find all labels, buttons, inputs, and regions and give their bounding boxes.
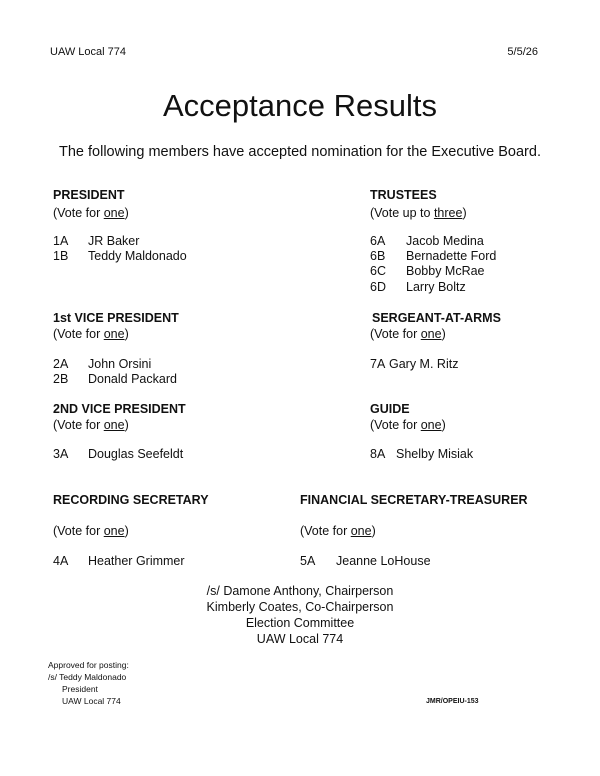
candidate-row: 2B Donald Packard [53,372,177,386]
office-title-sergeant-at-arms: SERGEANT-AT-ARMS [372,311,501,325]
office-title-guide: GUIDE [370,402,410,416]
candidate-row: 5A Jeanne LoHouse [300,554,431,568]
office-title-financial-secretary-treasurer: FINANCIAL SECRETARY-TREASURER [300,493,528,507]
candidate-row: 1B Teddy Maldonado [53,249,187,263]
approval-line: President [62,684,98,694]
office-title-trustees: TRUSTEES [370,188,437,202]
signature-line: Election Committee [245,616,355,630]
vote-instruction-trustees: (Vote up to three) [370,206,467,220]
signature-line: UAW Local 774 [256,632,344,646]
candidate-row: 2A John Orsini [53,357,152,371]
office-title-president: PRESIDENT [53,188,125,202]
candidate-row: 6D Larry Boltz [370,280,466,294]
approval-line: Approved for posting: [48,660,129,670]
candidate-row: 7A Gary M. Ritz [370,357,459,371]
intro-text: The following members have accepted nomination for the Executive Board. [59,144,541,160]
candidate-row: 6B Bernadette Ford [370,249,497,263]
vote-instruction-sergeant-at-arms: (Vote for one) [370,327,446,341]
candidate-row: 6C Bobby McRae [370,264,485,278]
vote-instruction-guide: (Vote for one) [370,418,446,432]
header-date: 5/5/26 [507,46,538,58]
approval-line: UAW Local 774 [62,696,121,706]
candidate-row: 4A Heather Grimmer [53,554,185,568]
reference-code: JMR/OPEIU-153 [426,698,479,705]
vote-instruction-vp1: (Vote for one) [53,327,129,341]
candidate-row: 1A JR Baker [53,234,140,248]
vote-instruction-financial-secretary-treasurer: (Vote for one) [300,524,376,538]
candidate-row: 6A Jacob Medina [370,234,484,248]
signature-line: /s/ Damone Anthony, Chairperson [206,584,394,598]
candidate-row: 8A Shelby Misiak [370,447,474,461]
header-local: UAW Local 774 [50,46,127,58]
vote-instruction-vp2: (Vote for one) [53,418,129,432]
signature-line: Kimberly Coates, Co-Chairperson [206,600,394,614]
candidate-row: 3A Douglas Seefeldt [53,447,184,461]
office-title-vp2: 2ND VICE PRESIDENT [53,402,186,416]
page-title: Acceptance Results [163,88,437,123]
vote-instruction-recording-secretary: (Vote for one) [53,524,129,538]
approval-line: /s/ Teddy Maldonado [48,672,127,682]
office-title-recording-secretary: RECORDING SECRETARY [53,493,209,507]
office-title-vp1: 1st VICE PRESIDENT [53,311,179,325]
vote-instruction-president: (Vote for one) [53,206,129,220]
